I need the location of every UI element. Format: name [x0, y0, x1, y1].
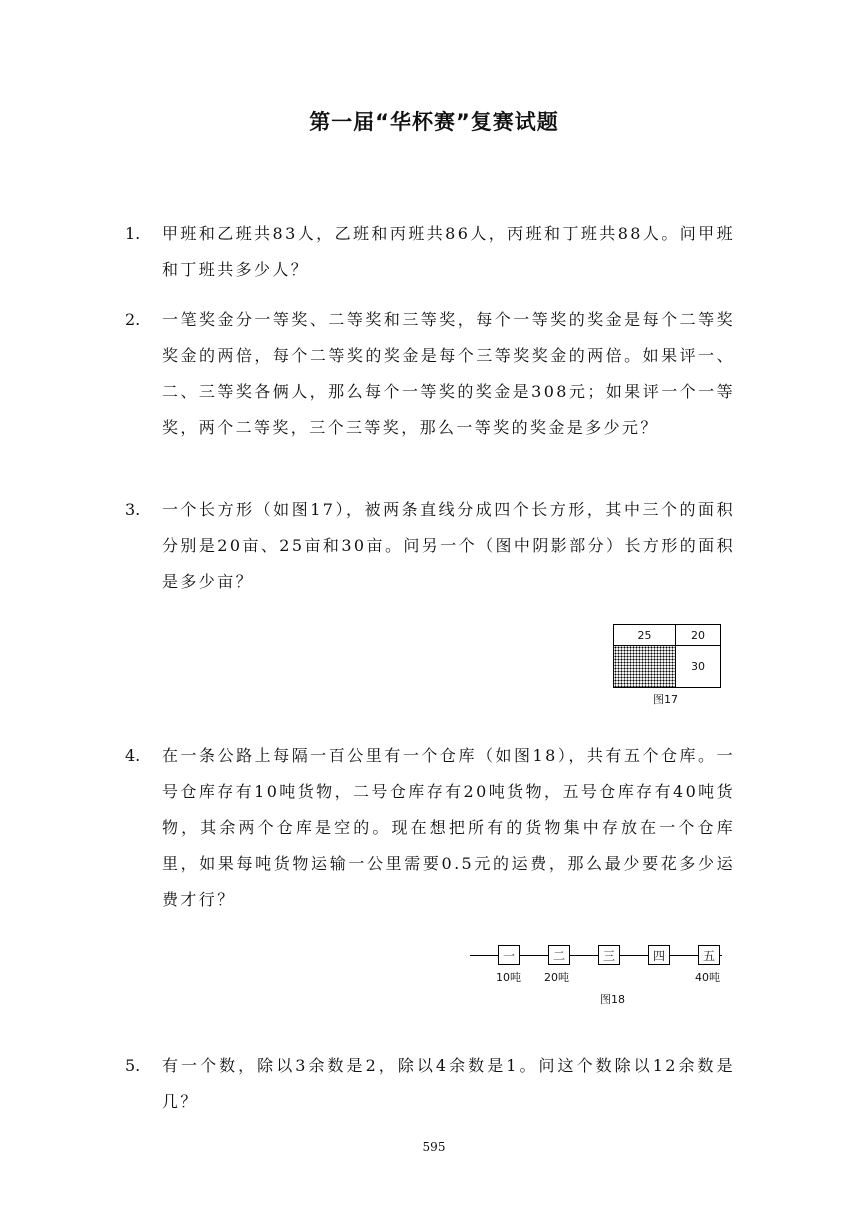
warehouse-4: 四 — [648, 945, 670, 965]
question-1 — [125, 216, 735, 288]
question-number: 1. — [125, 224, 141, 243]
figure-17 — [613, 624, 723, 706]
question-number: 5. — [125, 1056, 141, 1075]
question-3 — [125, 492, 735, 600]
warehouse-2-amount: 20吨 — [544, 971, 569, 984]
question-5 — [125, 1048, 735, 1120]
warehouse-1-amount: 10吨 — [496, 971, 521, 984]
warehouse-1: 一 — [498, 945, 520, 965]
page-number: 595 — [422, 1140, 446, 1154]
cell-top-right: 20 — [676, 625, 720, 646]
warehouse-5-amount: 40吨 — [695, 971, 720, 984]
question-text: 有一个数，除以3余数是2，除以4余数是1。问这个数除以12余数是几？ — [162, 1056, 735, 1111]
question-4 — [125, 738, 735, 918]
question-number: 4. — [125, 746, 141, 765]
question-text: 一个长方形（如图17），被两条直线分成四个长方形，其中三个的面积分别是20亩、25亩和30亩。问另一个（图中阴影部分）长方形的面积是多少亩？ — [162, 500, 735, 591]
cell-shaded — [614, 646, 676, 687]
question-text: 甲班和乙班共83人，乙班和丙班共86人，丙班和丁班共88人。问甲班和丁班共多少人？ — [162, 224, 735, 279]
question-text: 在一条公路上每隔一百公里有一个仓库（如图18），共有五个仓库。一号仓库存有10吨货物，二号仓库存有20吨货物，五号仓库存有40吨货物，其余两个仓库是空的。现在想把所有的货物集中存放在一个仓库里，如果每吨货物运输一公里需要0.5元的运费，那么最少要花多少运费才行？ — [162, 746, 735, 909]
cell-bottom-right: 30 — [691, 660, 705, 673]
figure-18 — [470, 940, 730, 1010]
warehouse-2: 二 — [548, 945, 570, 965]
page-title: 第一届“华杯赛”复赛试题 — [309, 110, 559, 134]
cell-top-left: 25 — [614, 625, 676, 646]
warehouse-5: 五 — [698, 945, 720, 965]
figure-caption: 图17 — [653, 693, 678, 706]
question-text: 一笔奖金分一等奖、二等奖和三等奖，每个一等奖的奖金是每个二等奖奖金的两倍，每个二等奖的奖金是每个三等奖奖金的两倍。如果评一、二、三等奖各俩人，那么每个一等奖的奖金是308元；如果评一个一等奖，两个二等奖，三个三等奖，那么一等奖的奖金是多少元？ — [162, 310, 735, 437]
question-2 — [125, 302, 735, 446]
question-number: 3. — [125, 500, 141, 519]
warehouse-3: 三 — [598, 945, 620, 965]
question-number: 2. — [125, 310, 141, 329]
rectangle-diagram — [613, 624, 721, 688]
figure-caption: 图18 — [600, 993, 625, 1006]
